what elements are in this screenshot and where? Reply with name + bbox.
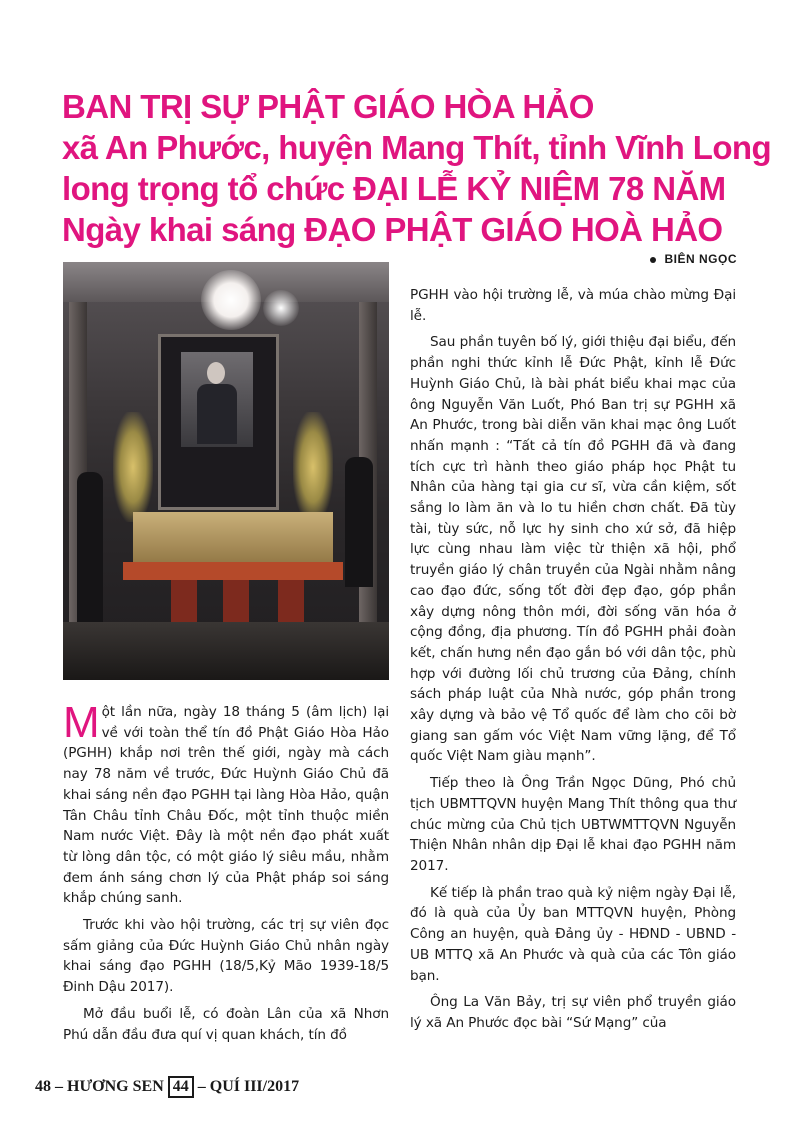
- paragraph-3: Mở đầu buổi lễ, có đoàn Lân của xã Nhơn Phú dẫn đầu đưa quí vị quan khách, tín đồ: [63, 1005, 389, 1043]
- article-title: [62, 86, 772, 250]
- byline: [650, 252, 737, 266]
- page-footer: [35, 1076, 299, 1098]
- paragraph-2: Trước khi vào hội trường, các trị sự viên đọc sấm giảng của Đức Huỳnh Giáo Chủ nhân ngày khai sáng đạo PGHH (18/5,Kỷ Mão 1939-18/5 Đinh Dậu 2017).: [63, 917, 389, 996]
- issue-number: 44: [168, 1076, 194, 1098]
- paragraph-6: Kế tiếp là phần trao quà kỷ niệm ngày Đại lễ, đó là quà của Ủy ban MTTQVN huyện, Phòng Công an huyện, quà Đảng ủy - HĐND - UBND - UB MTTQ xã An Phước và quà của các Tôn giáo bạn.: [410, 884, 736, 984]
- author-name: BIÊN NGỌC: [664, 252, 737, 266]
- title-line-2: xã An Phước, huyện Mang Thít, tỉnh Vĩnh Long: [62, 129, 772, 166]
- paragraph-7: Ông La Văn Bảy, trị sự viên phổ truyền giáo lý xã An Phước đọc bài “Sứ Mạng” của: [410, 994, 736, 1031]
- drop-cap: M: [63, 698, 100, 747]
- paragraph-continued: PGHH vào hội trường lễ, và múa chào mừng Đại lễ.: [410, 287, 736, 324]
- title-line-3: long trọng tổ chức ĐẠI LỄ KỶ NIỆM 78 NĂM: [62, 170, 726, 207]
- issue-quarter: – QUÍ III/2017: [197, 1078, 300, 1095]
- magazine-name: – HƯƠNG SEN: [55, 1078, 164, 1095]
- page-number: 48: [35, 1078, 51, 1095]
- left-column: [63, 698, 389, 1051]
- right-column: [410, 285, 736, 1040]
- bullet-icon: [650, 257, 656, 263]
- ceremony-photo: [63, 262, 389, 680]
- paragraph-1: Một lần nữa, ngày 18 tháng 5 (âm lịch) lại về với toàn thể tín đồ Phật Giáo Hòa Hảo (PGHH) khắp nơi trên thế giới, ngày mà cách nay 78 năm về trước, Đức Huỳnh Giáo Chủ đã khai sáng nền đạo PGHH tại làng Hòa Hảo, quận Tân Châu tỉnh Châu Đốc, một tỉnh thuộc miền Nam nước Việt. Đây là một nền đạo phát xuất từ lòng dân tộc, có một giáo lý siêu mầu, nhằm đem ánh sáng chơn lý của Phật pháp soi sáng khắp chúng sanh.: [63, 698, 389, 907]
- title-line-4: Ngày khai sáng ĐẠO PHẬT GIÁO HOÀ HẢO: [62, 211, 723, 248]
- paragraph-5: Tiếp theo là Ông Trần Ngọc Dũng, Phó chủ tịch UBMTTQVN huyện Mang Thít thông qua thư chúc mừng của Chủ tịch UBTWMTTQVN Nguyễn Thiện Nhân nhân dịp Đại lễ khai đạo PGHH năm 2017.: [410, 775, 736, 874]
- title-line-1: BAN TRỊ SỰ PHẬT GIÁO HÒA HẢO: [62, 88, 594, 125]
- paragraph-4: Sau phần tuyên bố lý, giới thiệu đại biểu, đến phần nghi thức kỉnh lễ Đức Phật, kỉnh lễ Đức Huỳnh Giáo Chủ, là bài phát biểu khai mạc của ông Nguyễn Văn Luốt, Phó Ban trị sự PGHH xã An Phước, trong bài diễn văn khai mạc ông Luốt nhấn mạnh : “Tất cả tín đồ PGHH đã và đang tích cực trì hành theo giáo pháp học Phật tu Nhân của hàng tại gia cư sĩ, vừa cần kiệm, sốt sắng lo làm ăn và lo tu hiền chơn chất. Đã tùy tài, tùy sức, nỗ lực hy sinh cho xứ sở, đã hiệp lực cùng nhau làm việc từ thiện xã hội, phổ truyền giáo lý chân truyền của Ngài nhằm nâng cao đạo đức, sống tốt đời đẹp đạo, góp phần xây dựng nông thôn mới, đời sống văn hóa ở cộng đồng, địa phương. Tín đồ PGHH phải đoàn kết, chấn hưng nền đạo gắn bó với dân tộc, phù hợp với đường lối chủ trương của Đảng, chính sách pháp luật của Nhà nước, góp phần trong xây dựng và bảo vệ Tổ quốc để làm cho cõi bờ giang san gấm vóc Việt Nam vững lặng, để Tổ quốc Việt Nam giàu mạnh”.: [410, 334, 736, 765]
